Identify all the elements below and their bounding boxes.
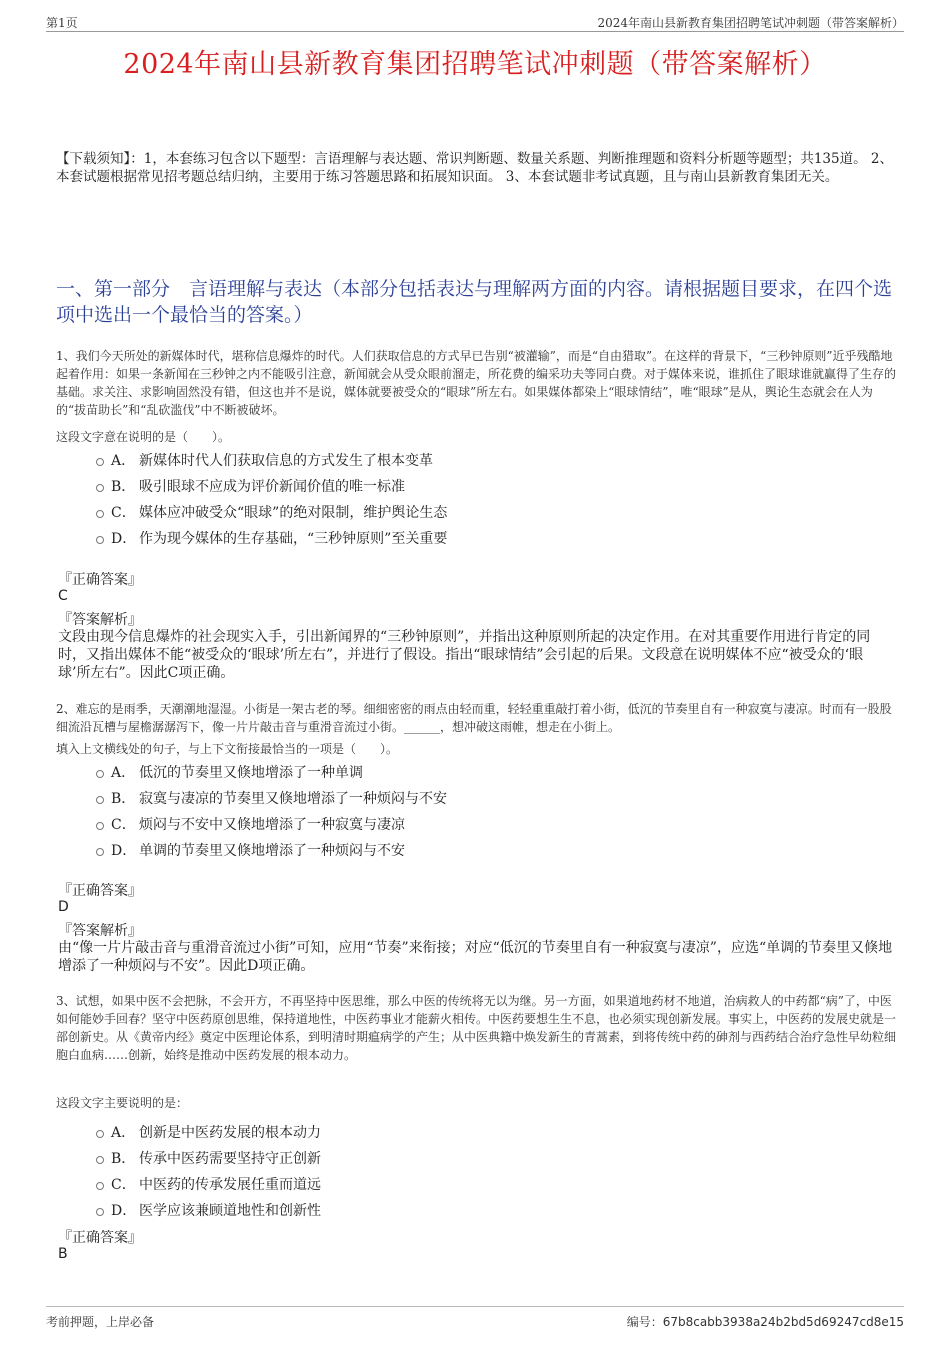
- option-letter: A．: [111, 453, 136, 469]
- footer-code: [627, 1313, 904, 1330]
- radio-icon[interactable]: [96, 1130, 104, 1138]
- option-text: 寂寞与凄凉的节奏里又倏地增添了一种烦闷与不安: [139, 791, 447, 807]
- header-divider: [46, 31, 904, 32]
- footer-divider: [46, 1306, 904, 1307]
- option-text: 低沉的节奏里又倏地增添了一种单调: [139, 765, 363, 781]
- question-1-option-b[interactable]: [96, 476, 405, 496]
- answer-label: 『正确答案』: [58, 572, 142, 588]
- option-letter: B．: [111, 1151, 136, 1167]
- radio-icon[interactable]: [96, 848, 104, 856]
- option-text: 医学应该兼顾道地性和创新性: [139, 1203, 321, 1219]
- option-text: 单调的节奏里又倏地增添了一种烦闷与不安: [139, 843, 405, 859]
- download-notice: 【下载须知】：1，本套练习包含以下题型：言语理解与表达题、常识判断题、数量关系题、判断推理题和资料分析题等题型；共135道。 2、本套试题根据常见招考题总结归纳，主要用于练习答题思路和拓展知识面。 3、本套试题非考试真题，且与南山县新教育集团无关。: [56, 151, 893, 185]
- option-letter: A．: [111, 1125, 136, 1141]
- option-letter: B．: [111, 479, 136, 495]
- option-text: 烦闷与不安中又倏地增添了一种寂寞与凄凉: [139, 817, 405, 833]
- question-2-option-d[interactable]: [96, 840, 405, 860]
- analysis-label: 『答案解析』: [58, 923, 142, 939]
- question-2-option-a[interactable]: [96, 762, 363, 782]
- option-text: 新媒体时代人们获取信息的方式发生了根本变革: [139, 453, 433, 469]
- radio-icon[interactable]: [96, 1208, 104, 1216]
- question-3-option-c[interactable]: [96, 1174, 321, 1194]
- radio-icon[interactable]: [96, 536, 104, 544]
- question-3-prompt: 这段文字主要说明的是：: [56, 1096, 189, 1110]
- option-letter: C．: [111, 505, 136, 521]
- question-1-text: 1、我们今天所处的新媒体时代，堪称信息爆炸的时代。人们获取信息的方式早已告别“被灌输”，而是“自由猎取”。在这样的背景下，“三秒钟原则”近乎残酷地起着作用：如果一条新闻在三秒钟之内不能吸引注意，新闻就会从受众眼前溜走，所花费的编采功夫等同白费。对于媒体来说，谁抓住了眼球谁就赢得了生存的基础。求关注、求影响固然没有错，但这也并不是说，媒体就要被受众的“眼球”所左右。如果媒体都染上“眼球情结”，唯“眼球”是从，舆论生态就会在人为的“拔苗助长”和“乱砍滥伐”中不断被破坏。: [56, 349, 897, 417]
- question-2-analysis: 由“像一片片敲击音与重滑音流过小街”可知，应用“节奏”来衔接；对应“低沉的节奏里自有一种寂寞与凄凉”，应选“单调的节奏里又倏地增添了一种烦闷与不安”。因此D项正确。: [58, 940, 893, 974]
- radio-icon[interactable]: [96, 1182, 104, 1190]
- question-2-answer: D: [58, 899, 69, 915]
- question-3-option-b[interactable]: [96, 1148, 321, 1168]
- question-1-answer: C: [58, 588, 68, 604]
- option-text: 作为现今媒体的生存基础，“三秒钟原则”至关重要: [139, 531, 448, 547]
- question-1-option-d[interactable]: [96, 528, 447, 548]
- radio-icon[interactable]: [96, 770, 104, 778]
- option-letter: D．: [111, 531, 137, 547]
- document-title: 2024年南山县新教育集团招聘笔试冲刺题（带答案解析）: [123, 49, 827, 80]
- question-3-option-a[interactable]: [96, 1122, 321, 1142]
- option-text: 中医药的传承发展任重而道远: [139, 1177, 321, 1193]
- option-letter: A．: [111, 765, 136, 781]
- question-3-text: 3、试想，如果中医不会把脉，不会开方，不再坚持中医思维，那么中医的传统将无以为继。另一方面，如果道地药材不地道，治病救人的中药都“病”了，中医如何能妙手回春？坚守中医药原创思维，保持道地性，中医药事业才能薪火相传。中医药要想生生不息，也必须实现创新发展。事实上，中医药的发展史就是一部创新史。从《黄帝内经》奠定中医理论体系，到明清时期瘟病学的产生；从中医典籍中焕发新生的青蒿素，到将传统中药的砷剂与西药结合治疗急性早幼粒细胞白血病……创新，始终是推动中医药发展的根本动力。: [56, 994, 897, 1062]
- question-1-analysis: 文段由现今信息爆炸的社会现实入手，引出新闻界的“三秒钟原则”，并指出这种原则所起的决定作用。在对其重要作用进行肯定的同时，又指出媒体不能“被受众的‘眼球’所左右”，并进行了假设。指出“眼球情结”会引起的后果。文段意在说明媒体不应“被受众的‘眼球’所左右”。因此C项正确。: [58, 629, 871, 681]
- answer-label: 『正确答案』: [58, 883, 142, 899]
- analysis-label: 『答案解析』: [58, 612, 142, 628]
- page-number: 第1页: [46, 16, 78, 30]
- question-3-option-d[interactable]: [96, 1200, 321, 1220]
- footer-code-value: 67b8cabb3938a24b2bd5d69247cd8e15: [662, 1315, 904, 1329]
- option-text: 吸引眼球不应成为评价新闻价值的唯一标准: [139, 479, 405, 495]
- footer-code-label: 编号：: [626, 1315, 663, 1329]
- option-letter: D．: [111, 1203, 137, 1219]
- section-heading: 一、第一部分 言语理解与表达（本部分包括表达与理解两方面的内容。请根据题目要求，在四个选项中选出一个最恰当的答案。）: [56, 278, 893, 326]
- question-1-option-a[interactable]: [96, 450, 433, 470]
- header-doc-title: 2024年南山县新教育集团招聘笔试冲刺题（带答案解析）: [597, 16, 904, 30]
- option-letter: B．: [111, 791, 136, 807]
- option-text: 媒体应冲破受众“眼球”的绝对限制，维护舆论生态: [139, 505, 448, 521]
- answer-label: 『正确答案』: [58, 1230, 142, 1246]
- option-letter: C．: [111, 1177, 136, 1193]
- radio-icon[interactable]: [96, 796, 104, 804]
- radio-icon[interactable]: [96, 1156, 104, 1164]
- option-letter: D．: [111, 843, 137, 859]
- option-text: 创新是中医药发展的根本动力: [139, 1125, 321, 1141]
- question-1-option-c[interactable]: [96, 502, 447, 522]
- question-1-prompt: 这段文字意在说明的是（ ）。: [56, 430, 231, 444]
- footer-slogan: 考前押题，上岸必备: [46, 1315, 155, 1329]
- question-2-option-c[interactable]: [96, 814, 405, 834]
- question-2-prompt: 填入上文横线处的句子，与上下文衔接最恰当的一项是（ ）。: [56, 742, 399, 756]
- question-2-text: 2、难忘的是雨季，天潮潮地湿湿。小街是一架古老的琴。细细密密的雨点由轻而重，轻轻重重敲打着小街，低沉的节奏里自有一种寂寞与凄凉。时而有一股股细流沿瓦槽与屋檐潺潺泻下，像一片片敲击音与重滑音流过小街。______，想冲破这雨帷，想走在小街上。: [56, 702, 892, 734]
- radio-icon[interactable]: [96, 510, 104, 518]
- radio-icon[interactable]: [96, 822, 104, 830]
- radio-icon[interactable]: [96, 484, 104, 492]
- option-text: 传承中医药需要坚持守正创新: [139, 1151, 321, 1167]
- question-2-option-b[interactable]: [96, 788, 447, 808]
- radio-icon[interactable]: [96, 458, 104, 466]
- option-letter: C．: [111, 817, 136, 833]
- question-3-answer: B: [58, 1246, 68, 1262]
